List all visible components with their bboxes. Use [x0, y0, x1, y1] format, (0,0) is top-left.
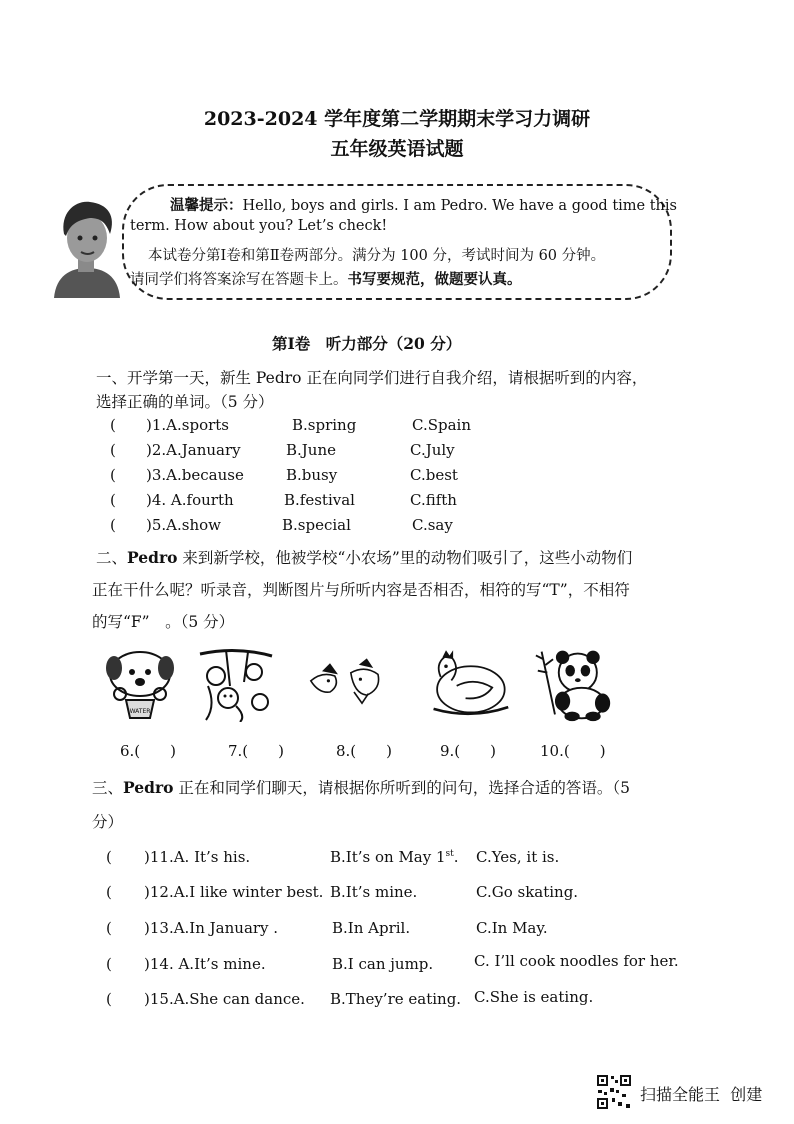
- monkeys-climbing-picture: [196, 646, 276, 722]
- dog-bowl-label: WATER: [129, 708, 151, 715]
- question-option-b: B.I can jump.: [332, 955, 434, 973]
- answer-blank[interactable]: (: [106, 990, 112, 1008]
- picture-answer-6[interactable]: 6.( ): [120, 742, 177, 760]
- answer-blank[interactable]: (: [110, 516, 116, 534]
- picture-answer-8[interactable]: 8.( ): [336, 742, 393, 760]
- question-option-c: C.fifth: [410, 491, 457, 509]
- answer-blank[interactable]: (: [110, 416, 116, 434]
- question-option-c: C.She is eating.: [474, 988, 594, 1006]
- question-option-a: )4. A.fourth: [146, 491, 234, 509]
- question-option-b: B.They’re eating.: [330, 990, 462, 1008]
- tips-answer-card: 请同学们将答案涂写在答题卡上。: [130, 272, 348, 288]
- answer-blank[interactable]: (: [106, 883, 112, 901]
- answer-blank[interactable]: (: [106, 919, 112, 937]
- question-option-c: C.best: [410, 466, 458, 484]
- answer-blank[interactable]: (: [106, 848, 112, 866]
- part1-heading: 第Ⅰ卷 听力部分（20 分）: [272, 334, 462, 353]
- birds-flying-picture: [306, 646, 386, 722]
- exam-subtitle: 五年级英语试题: [330, 138, 464, 160]
- question-option-a: )2.A.January: [146, 441, 241, 459]
- section2-title-line3: 的写“F” 。（5 分）: [92, 613, 235, 631]
- section2-number: 二、: [96, 549, 128, 567]
- answer-blank[interactable]: (: [110, 466, 116, 484]
- picture-answer-9[interactable]: 9.( ): [440, 742, 497, 760]
- question-option-a: )14. A.It’s mine.: [144, 955, 266, 973]
- tips-writing-reminder: 书写要规范，做题要认真。: [347, 271, 522, 288]
- section2-title-line1: [96, 546, 632, 568]
- scanner-watermark: [640, 1082, 762, 1105]
- tips-line-4: [130, 268, 522, 289]
- picture-answer-10[interactable]: 10.( ): [540, 742, 606, 760]
- question-option-a: )12.A.I like winter best.: [144, 883, 324, 901]
- exam-title: 2023-2024 学年度第二学期期末学习力调研: [203, 108, 591, 130]
- question-option-a: )11.A. It’s his.: [144, 848, 251, 866]
- option-b-superscript: st: [445, 849, 454, 859]
- section2-title-line2: 正在干什么呢？听录音，判断图片与所听内容是否相否，相符的写“T”，不相符: [92, 581, 630, 599]
- question-option-b: B.It’s mine.: [330, 883, 418, 901]
- question-option-a: )5.A.show: [146, 516, 221, 534]
- qr-code-icon: [596, 1074, 632, 1110]
- section3-title-line2: 分）: [92, 813, 124, 831]
- tips-line-1: [170, 194, 677, 215]
- scanner-create: 创建: [730, 1085, 763, 1104]
- section3-title-text: 正在和同学们聊天，请根据你所听到的问句，选择合适的答语。（5: [173, 779, 631, 797]
- scanner-app-name: 扫描全能王: [640, 1085, 721, 1104]
- section2-name: Pedro: [127, 548, 178, 567]
- question-option-c: C.Yes, it is.: [476, 848, 560, 866]
- question-option-c: C.say: [412, 516, 453, 534]
- tips-line-2: term. How about you? Let’s check!: [130, 218, 388, 234]
- answer-blank[interactable]: (: [106, 955, 112, 973]
- option-b-period: .: [453, 848, 459, 866]
- question-option-b: B.festival: [284, 491, 355, 509]
- question-option-b: B.June: [286, 441, 337, 459]
- question-option-b: B.busy: [286, 466, 338, 484]
- section1-title-line1: 一、开学第一天，新生 Pedro 正在向同学们进行自我介绍，请根据听到的内容，: [96, 369, 648, 387]
- tips-label: 温馨提示：: [170, 197, 243, 214]
- question-option-b: B.In April.: [332, 919, 411, 937]
- section1-title-line2: 选择正确的单词。（5 分）: [96, 393, 274, 411]
- pedro-avatar: [50, 198, 124, 298]
- dog-eating-picture: [100, 646, 180, 722]
- question-option-a: )1.A.sports: [146, 416, 229, 434]
- question-option-c: C. I’ll cook noodles for her.: [474, 952, 679, 970]
- question-option-a: )3.A.because: [146, 466, 244, 484]
- question-option-a: )15.A.She can dance.: [144, 990, 305, 1008]
- picture-answer-7[interactable]: 7.( ): [228, 742, 285, 760]
- tips-line-3: 本试卷分第Ⅰ卷和第Ⅱ卷两部分。满分为 100 分，考试时间为 60 分钟。: [148, 248, 606, 264]
- answer-blank[interactable]: (: [110, 491, 116, 509]
- question-option-b: B.spring: [292, 416, 357, 434]
- question-option-c: C.Go skating.: [476, 883, 579, 901]
- question-option-b: B.special: [282, 516, 351, 534]
- question-option-c: C.Spain: [412, 416, 471, 434]
- hen-sleeping-picture: [430, 646, 510, 722]
- section3-number: 三、: [92, 779, 124, 797]
- answer-blank[interactable]: (: [110, 441, 116, 459]
- question-option-c: C.In May.: [476, 919, 548, 937]
- section3-name: Pedro: [123, 778, 174, 797]
- section3-title-line1: [92, 776, 630, 798]
- section2-title-text: 来到新学校，他被学校“小农场”里的动物们吸引了，这些小动物们: [177, 549, 633, 567]
- question-option-b: [330, 848, 459, 866]
- panda-eating-bamboo-picture: [534, 646, 614, 722]
- question-option-c: C.July: [410, 441, 455, 459]
- tips-greeting: Hello, boys and girls. I am Pedro. We have a good time this: [242, 198, 677, 214]
- question-option-a: )13.A.In January .: [144, 919, 279, 937]
- option-b-text: B.It’s on May 1: [330, 848, 446, 866]
